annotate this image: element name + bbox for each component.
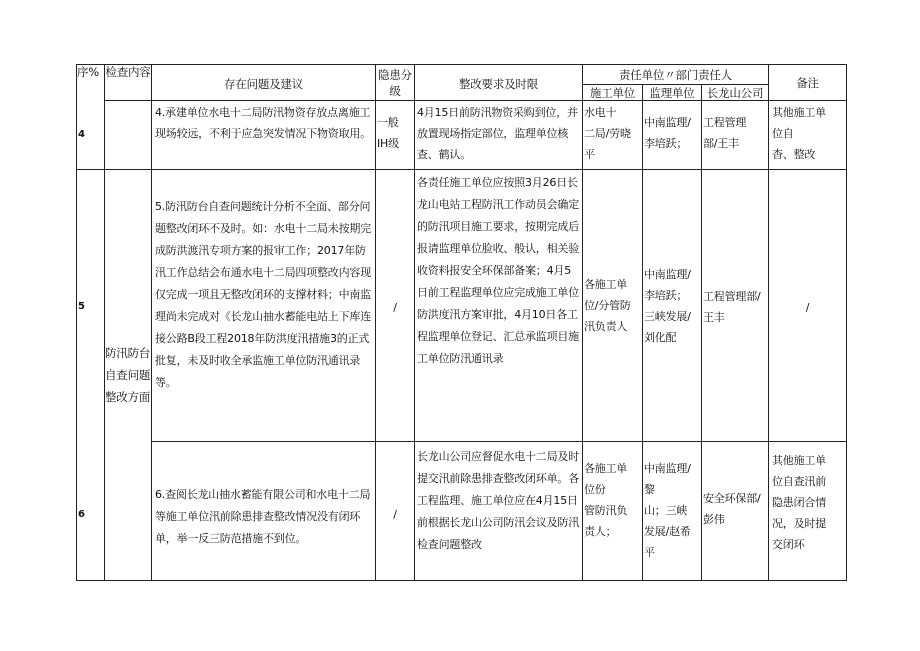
company-unit: 工程管理 部/王丰	[703, 116, 747, 150]
header-company: 长龙山公司	[706, 86, 764, 100]
row-seq: 6	[78, 509, 85, 520]
remark: /	[805, 300, 810, 314]
supervision-unit: 中南监理/ 黎 山；三峡 发展/赵希 平	[644, 462, 691, 559]
company-unit: 安全环保部/ 彭伟	[703, 492, 761, 526]
hazard-grade: /	[393, 300, 397, 314]
header-rectify-req: 整改要求及时限	[458, 77, 539, 91]
row-seq: 5	[78, 301, 85, 312]
remark: 其他施工单 位自查汛前 隐患闭合情 况，及时提 交闭环	[772, 454, 826, 551]
construction-unit: 水电十 二局/劳晓 平	[584, 106, 631, 161]
remark: 其他施工单 位自 杳、整改	[772, 106, 826, 161]
header-seq: 序%	[77, 65, 100, 79]
check-category: 防汛防台自查问题整改方面	[105, 346, 151, 404]
header-remarks: 备注	[796, 75, 819, 90]
rectify-requirement: 4月15日前防汛物资采购到位，并放置现场指定部位，监理单位核查、鹤认。	[417, 106, 578, 161]
construction-unit: 各施工单 位份 管防汛负 责人；	[584, 462, 628, 538]
header-responsible: 责任单位〃部门责任人	[619, 67, 732, 82]
header-supervision-unit: 监理单位	[649, 86, 695, 100]
rectify-requirement: 长龙山公司应督促水电十二局及时提交汛前除患排查整改闭环单。各工程监理、施工单位应在4月15日前根据长龙山公司防汛会议及防汛检查问题整改	[417, 450, 579, 551]
header-construction-unit: 施工单位	[589, 86, 636, 100]
supervision-unit: 中南监理/ 李培跃； 三峡发展/ 刘化配	[644, 268, 691, 344]
issue-text: 6.查阅长龙山抽水蓄能有限公司和水电十二局等施工单位汛前除患排查整改情况没有闭环单，举一反三防范措施不到位。	[155, 488, 371, 545]
header-hazard-grade: 隐患分级	[378, 68, 412, 98]
header-check-content: 检查内容	[105, 65, 151, 79]
issue-text: 4.承建单位水电十二局防汛物资存放点离施工现场较远，不利于应急突发情况下物资取用。	[155, 106, 371, 140]
hazard-grade: /	[393, 507, 397, 521]
hazard-grade: 一般 IH级	[377, 116, 399, 150]
issue-text: 5.防汛防台自查问题统计分析不全面、部分问题整改闭环不及时。如：水电十二局未按期完成防洪渡汛专项方案的报审工作；2017年防汛工作总结会布通水电十二局四项整改内容现仅完成一项且无整改闭环的支撑材料；中南监理尚未完成对《长龙山抽水蓄能电站上下库连接公路B段工程2018年防洪度汛措施3的正式批复，未及时收全承监施工单位防汛通讯录等。	[155, 200, 371, 389]
supervision-unit: 中南监理/ 李培跃；	[644, 116, 691, 150]
row-seq: 4	[78, 129, 85, 140]
construction-unit: 各施工单 位/分管防 汛负责人	[584, 278, 631, 333]
header-issues: 存在问题及建议	[223, 77, 304, 91]
rectify-requirement: 各责任施工单位应按照3月26日长龙山电站工程防汛工作动员会确定的防汛项目施工要求，按期完成后报请监理单位脸收、般认，相关验收资料报安全环保部备案；4月5日前工程监理单位应完成施工单位防洪度汛方案审批，4月10日各工程监理单位登记、汇总承监项目施工单位防汛通讯录	[417, 176, 579, 365]
company-unit: 工程管理部/ 王丰	[703, 290, 761, 324]
